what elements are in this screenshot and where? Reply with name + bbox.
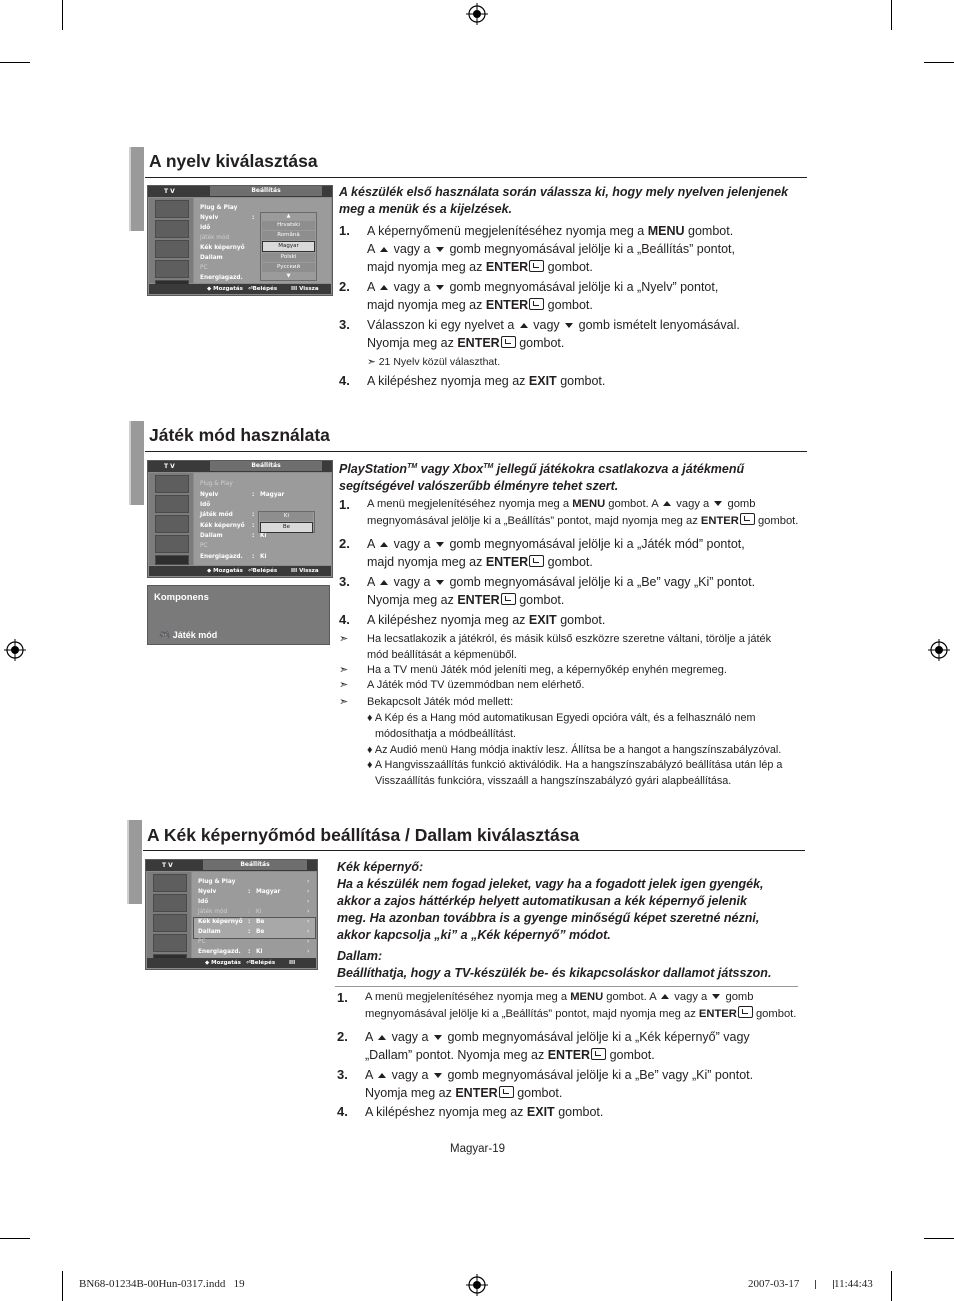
section-marker bbox=[129, 147, 144, 231]
down-arrow-icon bbox=[714, 501, 722, 506]
up-arrow-icon bbox=[661, 994, 669, 999]
step-4: 4. A kilépéshez nyomja meg az EXIT gombot. bbox=[339, 373, 606, 388]
up-arrow-icon bbox=[378, 1073, 386, 1078]
up-arrow-icon bbox=[380, 580, 388, 585]
komponens-box: Komponens 🎮 Játék mód bbox=[147, 585, 330, 645]
enter-icon bbox=[591, 1048, 606, 1060]
step-1: 1. A képernyőmenü megjelenítéséhez nyomja meg a MENU gombot. A vagy a gomb megnyomásával jelölje ki a „Beállítás” pontot, majd nyomja meg az ENTER gombot. bbox=[339, 223, 735, 274]
footer-time: 11:44:43 bbox=[834, 1278, 873, 1290]
down-arrow-icon bbox=[434, 1035, 442, 1040]
osd-menu-game-mode: T V Beállítás Plug & Play Nyelv : Magyar Idő Játék mód : Kék képernyő : Dallam : Ki PC Energiagazd. : Ki Ki Be ◆ Mozgatás ⏎Belépés III Vissza bbox=[147, 460, 333, 578]
step-4: 4. A kilépéshez nyomja meg az EXIT gombot. bbox=[339, 612, 606, 627]
note: ➣ Bekapcsolt Játék mód mellett: bbox=[339, 696, 514, 708]
up-arrow-icon bbox=[380, 542, 388, 547]
section-title: A Kék képernyőmód beállítása / Dallam kiválasztása bbox=[147, 825, 580, 845]
enter-icon bbox=[501, 336, 516, 348]
section-divider bbox=[145, 177, 807, 178]
language-popup: ▲ Hrvatski Română Magyar Polski Русский ▼ bbox=[260, 212, 317, 281]
up-arrow-icon bbox=[663, 501, 671, 506]
down-arrow-icon bbox=[712, 994, 720, 999]
footer-separator bbox=[815, 1280, 834, 1289]
gamepad-icon: 🎮 bbox=[159, 630, 171, 640]
enter-icon bbox=[529, 298, 544, 310]
step-2: 2. A vagy a gomb megnyomásával jelölje ki a „Nyelv” pontot, majd nyomja meg az ENTER gombot. bbox=[339, 279, 719, 312]
section-divider bbox=[145, 451, 807, 452]
enter-icon bbox=[529, 260, 544, 272]
step-3: 3. Válasszon ki egy nyelvet a vagy gomb ismételt lenyomásával. Nyomja meg az ENTER gombot. ➣ 21 Nyelv közül választhat. bbox=[339, 317, 740, 368]
section-title: Játék mód használata bbox=[149, 425, 330, 445]
up-arrow-icon bbox=[380, 247, 388, 252]
down-arrow-icon bbox=[436, 285, 444, 290]
step-2: 2. A vagy a gomb megnyomásával jelölje ki a „Játék mód” pontot, majd nyomja meg az ENTER gombot. bbox=[339, 536, 745, 569]
section-intro: Kék képernyő: Ha a készülék nem fogad jeleket, vagy ha a fogadott jelek igen gyengék, akkor a zajos háttérkép helyett automatikusan a kék képernyő jelenik meg. Ha azonban továbbra is a gyenge minőségű képet szeretné nézni, akkor kapcsolja „ki” a „Kék képernyő” módot. Dallam: Beállíthatja, hogy a TV-készülék be- és kikapcsoláskor dallamot játsszon. bbox=[337, 860, 772, 980]
enter-icon bbox=[529, 555, 544, 567]
page-number: Magyar-19 bbox=[450, 1143, 505, 1155]
step-4: 4. A kilépéshez nyomja meg az EXIT gombot. bbox=[337, 1104, 604, 1119]
section-title: A nyelv kiválasztása bbox=[149, 151, 318, 171]
note: ➣ Ha lecsatlakozik a játékról, és másik külső eszközre szeretne váltani, törölje a játék mód beállítását a képmenüből. bbox=[339, 633, 772, 661]
step-1: 1. A menü megjelenítéséhez nyomja meg a MENU gombot. A vagy a gomb megnyomásával jelölje ki a „Beállítás” pontot, majd nyomja meg az ENTER gombot. bbox=[337, 990, 797, 1020]
up-arrow-icon bbox=[378, 1035, 386, 1040]
enter-icon bbox=[740, 513, 755, 525]
down-arrow-icon bbox=[436, 580, 444, 585]
down-arrow-icon bbox=[565, 323, 573, 328]
up-arrow-icon bbox=[380, 285, 388, 290]
osd-menu-blue-screen: T V Beállítás Plug & Play › Nyelv : Magyar › Idő › Játék mód : Ki › Kék képernyő : Be › Dallam : Be › PC › Energiagazd. : Ki › ◆ Mozgatás ⏎Belépés III Vissza bbox=[145, 859, 318, 970]
enter-icon bbox=[499, 1086, 514, 1098]
step-1: 1. A menü megjelenítéséhez nyomja meg a MENU gombot. A vagy a gomb megnyomásával jelölje ki a „Beállítás” pontot, majd nyomja meg az ENTER gombot. bbox=[339, 497, 799, 527]
footer-date: 2007-03-17 bbox=[748, 1278, 800, 1290]
registration-mark-icon bbox=[928, 639, 950, 661]
note: ➣ Ha a TV menü Játék mód jeleníti meg, a képernyőkép enyhén megremeg. bbox=[339, 664, 727, 676]
registration-mark-icon bbox=[466, 3, 488, 25]
step-2: 2. A vagy a gomb megnyomásával jelölje ki a „Kék képernyő” vagy „Dallam” pontot. Nyomja meg az ENTER gombot. bbox=[337, 1029, 750, 1062]
down-arrow-icon bbox=[434, 1073, 442, 1078]
step-3: 3. A vagy a gomb megnyomásával jelölje ki a „Be” vagy „Ki” pontot. Nyomja meg az ENTER gombot. bbox=[337, 1067, 754, 1100]
enter-icon bbox=[501, 593, 516, 605]
intro-underline bbox=[335, 986, 798, 987]
enter-icon bbox=[738, 1006, 753, 1018]
up-arrow-icon bbox=[520, 323, 528, 328]
section-divider bbox=[143, 850, 805, 851]
note: ➣ A Játék mód TV üzemmódban nem elérhető. bbox=[339, 679, 585, 691]
section-intro: A készülék első használata során válassza ki, hogy mely nyelven jelenjenek meg a menük és a kijelzések. bbox=[339, 185, 789, 216]
down-arrow-icon bbox=[436, 247, 444, 252]
section-marker bbox=[127, 820, 142, 904]
registration-mark-icon bbox=[466, 1274, 488, 1296]
section-intro: PlayStation™ vagy Xbox™ jellegű játékokra csatlakozva a játékmenű segítségével valószerűbb élményre tehet szert. bbox=[339, 462, 745, 494]
step-3: 3. A vagy a gomb megnyomásával jelölje ki a „Be” vagy „Ki” pontot. Nyomja meg az ENTER gombot. bbox=[339, 574, 756, 607]
down-arrow-icon bbox=[436, 542, 444, 547]
bullet-list: ♦ A Kép és a Hang mód automatikusan Egyedi opcióra vált, és a felhasználó nem módosíthatja a módbeállítást. ♦ Az Audió menü Hang módja inaktív lesz. Állítsa be a hangot a hangszínszabályzóval. ♦ A Hangvisszaállítás funkció aktiválódik. Ha a hangszínszabályzó beállítása után lép a Visszaállítás funkcióra, visszaáll a hangszínszabályzó gyári alapbeállítása. bbox=[367, 712, 783, 788]
game-mode-popup: Ki Be bbox=[258, 511, 315, 533]
section-marker bbox=[129, 421, 144, 505]
footer-file: BN68-01234B-00Hun-0317.indd 19 bbox=[79, 1278, 245, 1290]
registration-mark-icon bbox=[4, 639, 26, 661]
osd-menu-language: T V Beállítás Plug & Play Nyelv : Idő Játék mód Kék képernyő Dallam PC Energiagazd. ▲ Hrvatski Română Magyar Polski Русский ▼ ◆ Mozgatás ⏎Belépés III Vissza bbox=[147, 185, 333, 296]
